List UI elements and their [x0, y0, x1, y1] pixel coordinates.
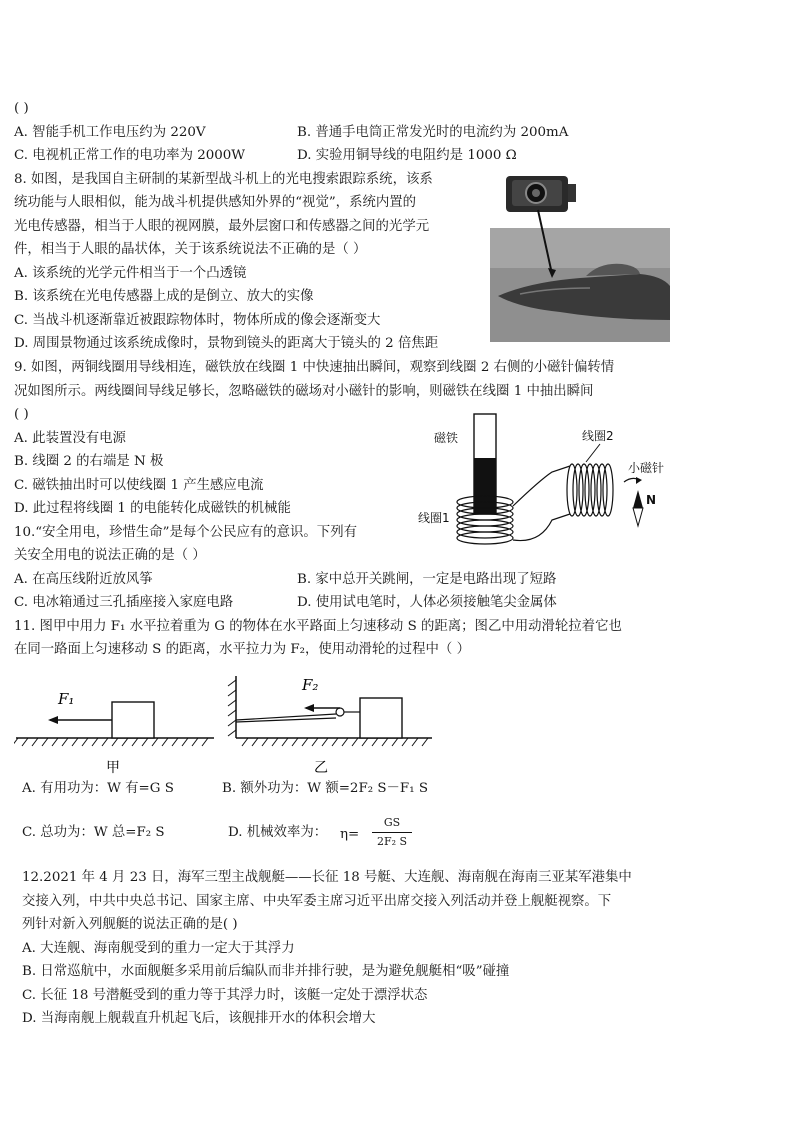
q11-figures — [14, 668, 434, 778]
compass-needle-icon — [624, 477, 656, 526]
compass-label: 小磁针 — [628, 461, 665, 475]
q8-stem-line-4: 件，相当于人眼的晶状体，关于该系统说法不正确的是（ ） — [14, 242, 367, 257]
coil-2 — [567, 464, 613, 516]
q12-option-b[interactable]: B. 日常巡航中，水面舰艇多采用前后编队而非并排行驶，是为避免舰艇相“吸”碰撞 — [22, 964, 510, 979]
connecting-wire-top — [513, 466, 570, 506]
q7-option-d[interactable]: D. 实验用铜导线的电阻约是 1000 Ω — [297, 148, 517, 163]
block-jia — [112, 702, 154, 738]
q8-stem-line-2: 统功能与人眼相似，能为战斗机提供感知外界的“视觉”，系统内置的 — [14, 195, 417, 210]
coil2-leader-line — [586, 444, 600, 462]
q8-option-c[interactable]: C. 当战斗机逐渐靠近被跟踪物体时，物体所成的像会逐渐变大 — [14, 313, 381, 328]
q8-option-d[interactable]: D. 周围景物通过该系统成像时，景物到镜头的距离大于镜头的 2 倍焦距 — [14, 336, 439, 351]
q7-option-a[interactable]: A. 智能手机工作电压约为 220V — [14, 125, 206, 140]
q10-option-a[interactable]: A. 在高压线附近放风筝 — [14, 572, 153, 587]
force-label-f2: F₂ — [302, 676, 319, 694]
q9-stem-line-2: 况如图所示。两线圈间导线足够长，忽略磁铁的磁场对小磁针的影响，则磁铁在线圈 1 中抽出瞬间 — [14, 384, 594, 399]
figure-jia — [14, 690, 214, 746]
q12-stem-line-3: 列针对新入列舰艇的说法正确的是( ) — [22, 917, 238, 932]
q12-stem-line-1: 12.2021 年 4 月 23 日，海军三型主战舰艇——长征 18 号艇、大连舰、海南舰在海南三亚某军港集中 — [22, 870, 632, 885]
q7-option-c[interactable]: C. 电视机正常工作的电功率为 2000W — [14, 148, 246, 163]
caption-yi: 乙 — [314, 760, 328, 776]
q9-option-c[interactable]: C. 磁铁抽出时可以使线圈 1 产生感应电流 — [14, 478, 264, 493]
q9-paren: ( ) — [14, 407, 29, 422]
q11-option-d[interactable]: D. 机械效率为： — [228, 825, 328, 840]
coil1-label: 线圈1 — [418, 511, 450, 525]
q12-option-c[interactable]: C. 长征 18 号潜艇受到的重力等于其浮力时，该艇一定处于漂浮状态 — [22, 988, 428, 1003]
connecting-wire-bottom — [513, 514, 570, 541]
q10-stem-line-2: 关安全用电的说法正确的是（ ） — [14, 548, 206, 563]
q8-option-b[interactable]: B. 该系统在光电传感器上成的是倒立、放大的实像 — [14, 289, 314, 304]
q10-option-c[interactable]: C. 电冰箱通过三孔插座接入家庭电路 — [14, 595, 234, 610]
q11-stem-line-1: 11. 图甲中用力 F₁ 水平拉着重为 G 的物体在水平路面上匀速移动 S 的距离；图乙中用动滑轮拉着它也 — [14, 619, 622, 634]
q12-option-a[interactable]: A. 大连舰、海南舰受到的重力一定大于其浮力 — [22, 941, 295, 956]
q8-stem-line-1: 8. 如图，是我国自主研制的某新型战斗机上的光电搜索跟踪系统，该系 — [14, 172, 433, 187]
q10-option-b[interactable]: B. 家中总开关跳闸，一定是电路出现了短路 — [297, 572, 557, 587]
coil2-label: 线圈2 — [582, 429, 614, 443]
q11-eta-symbol: η= — [340, 827, 360, 842]
q9-option-b[interactable]: B. 线圈 2 的右端是 N 极 — [14, 454, 164, 469]
q11-option-c[interactable]: C. 总功为：W 总=F₂ S — [22, 825, 165, 840]
q11-fraction-numerator: GS — [383, 816, 401, 829]
sensor-device-image — [506, 176, 576, 212]
q11-fraction-denominator: 2F₂ S — [376, 835, 408, 848]
caption-jia: 甲 — [106, 760, 120, 776]
q11-option-b[interactable]: B. 额外功为：W 额=2F₂ S－F₁ S — [222, 781, 429, 796]
q8-jet-photo — [490, 170, 670, 342]
q9-coil-figure — [410, 410, 680, 560]
q9-stem-line-1: 9. 如图，两铜线圈用导线相连，磁铁放在线圈 1 中快速抽出瞬间，观察到线圈 2 右侧的小磁针偏转情 — [14, 360, 615, 375]
q12-option-d[interactable]: D. 当海南舰上舰载直升机起飞后，该舰排开水的体积会增大 — [22, 1011, 376, 1026]
q8-stem-line-3: 光电传感器，相当于人眼的视网膜，最外层窗口和传感器之间的光学元 — [14, 219, 430, 234]
q10-stem-line-1: 10.“安全用电，珍惜生命”是每个公民应有的意识。下列有 — [14, 525, 357, 540]
q8-option-a[interactable]: A. 该系统的光学元件相当于一个凸透镜 — [14, 266, 247, 281]
pulley-wheel-icon — [336, 708, 344, 716]
q9-option-a[interactable]: A. 此装置没有电源 — [14, 431, 126, 446]
q11-option-a[interactable]: A. 有用功为：W 有=G S — [22, 781, 174, 796]
block-yi — [360, 698, 402, 738]
q7-paren: ( ) — [14, 101, 29, 116]
q12-stem-line-2: 交接入列，中共中央总书记、国家主席、中央军委主席习近平出席交接入列活动并登上舰艇视察。下 — [22, 894, 612, 909]
q10-option-d[interactable]: D. 使用试电笔时，人体必须接触笔尖金属体 — [297, 595, 557, 610]
q7-option-b[interactable]: B. 普通手电筒正常发光时的电流约为 200mA — [297, 125, 569, 140]
magnet-dark-pole — [474, 458, 496, 514]
q11-stem-line-2: 在同一路面上匀速移动 S 的距离，水平拉力为 F₂，使用动滑轮的过程中（ ） — [14, 642, 470, 657]
north-pole-label: N — [646, 493, 657, 507]
force-label-f1: F₁ — [58, 690, 75, 708]
q11-fraction-bar — [372, 832, 412, 833]
figure-yi — [228, 676, 432, 746]
magnet-label: 磁铁 — [434, 431, 459, 445]
q9-option-d[interactable]: D. 此过程将线圈 1 的电能转化成磁铁的机械能 — [14, 501, 291, 516]
